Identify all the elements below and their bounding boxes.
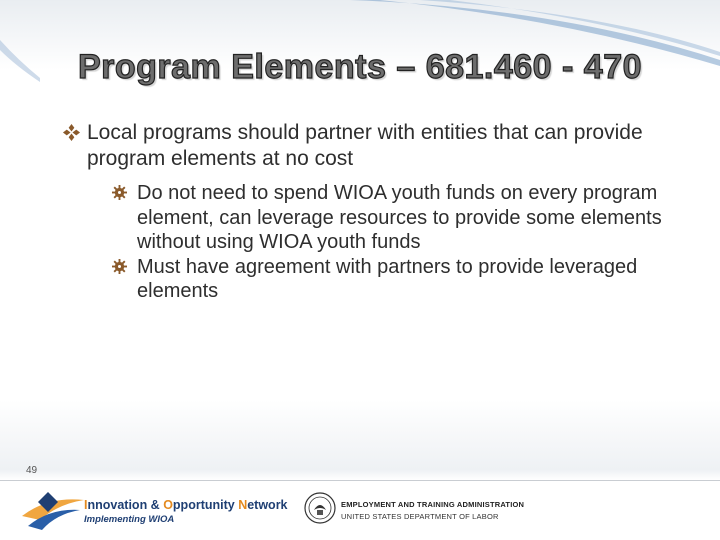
- gear-bullet-icon: [112, 259, 127, 274]
- gear-bullet-icon: [112, 185, 127, 200]
- diamond-bullet-icon: [62, 123, 81, 142]
- slide-title: Program Elements – 681.460 - 470: [77, 48, 643, 86]
- dol-department: UNITED STATES DEPARTMENT OF LABOR: [341, 512, 499, 521]
- dol-seal-icon: [304, 492, 336, 524]
- page-number: 49: [26, 465, 38, 476]
- sub-bullet-text: Do not need to spend WIOA youth funds on every program element, can leverage resources to provide some elements without using WIOA youth funds: [137, 182, 662, 253]
- dol-agency-title: EMPLOYMENT AND TRAINING ADMINISTRATION: [341, 500, 525, 509]
- sub-bullet: [112, 255, 682, 304]
- main-bullet-text: Local programs should partner with entities that can provide program elements at no cost: [87, 121, 643, 170]
- content-area: [62, 120, 682, 304]
- ion-logo: [18, 486, 90, 532]
- ion-subtitle: Implementing WIOA: [84, 514, 175, 525]
- sub-bullet: [112, 181, 682, 255]
- sub-bullet-text: Must have agreement with partners to provide leveraged elements: [137, 255, 638, 302]
- main-bullet: [62, 120, 682, 172]
- ion-network-name: Innovation & Opportunity Network: [84, 498, 288, 512]
- footer-divider: [0, 480, 720, 481]
